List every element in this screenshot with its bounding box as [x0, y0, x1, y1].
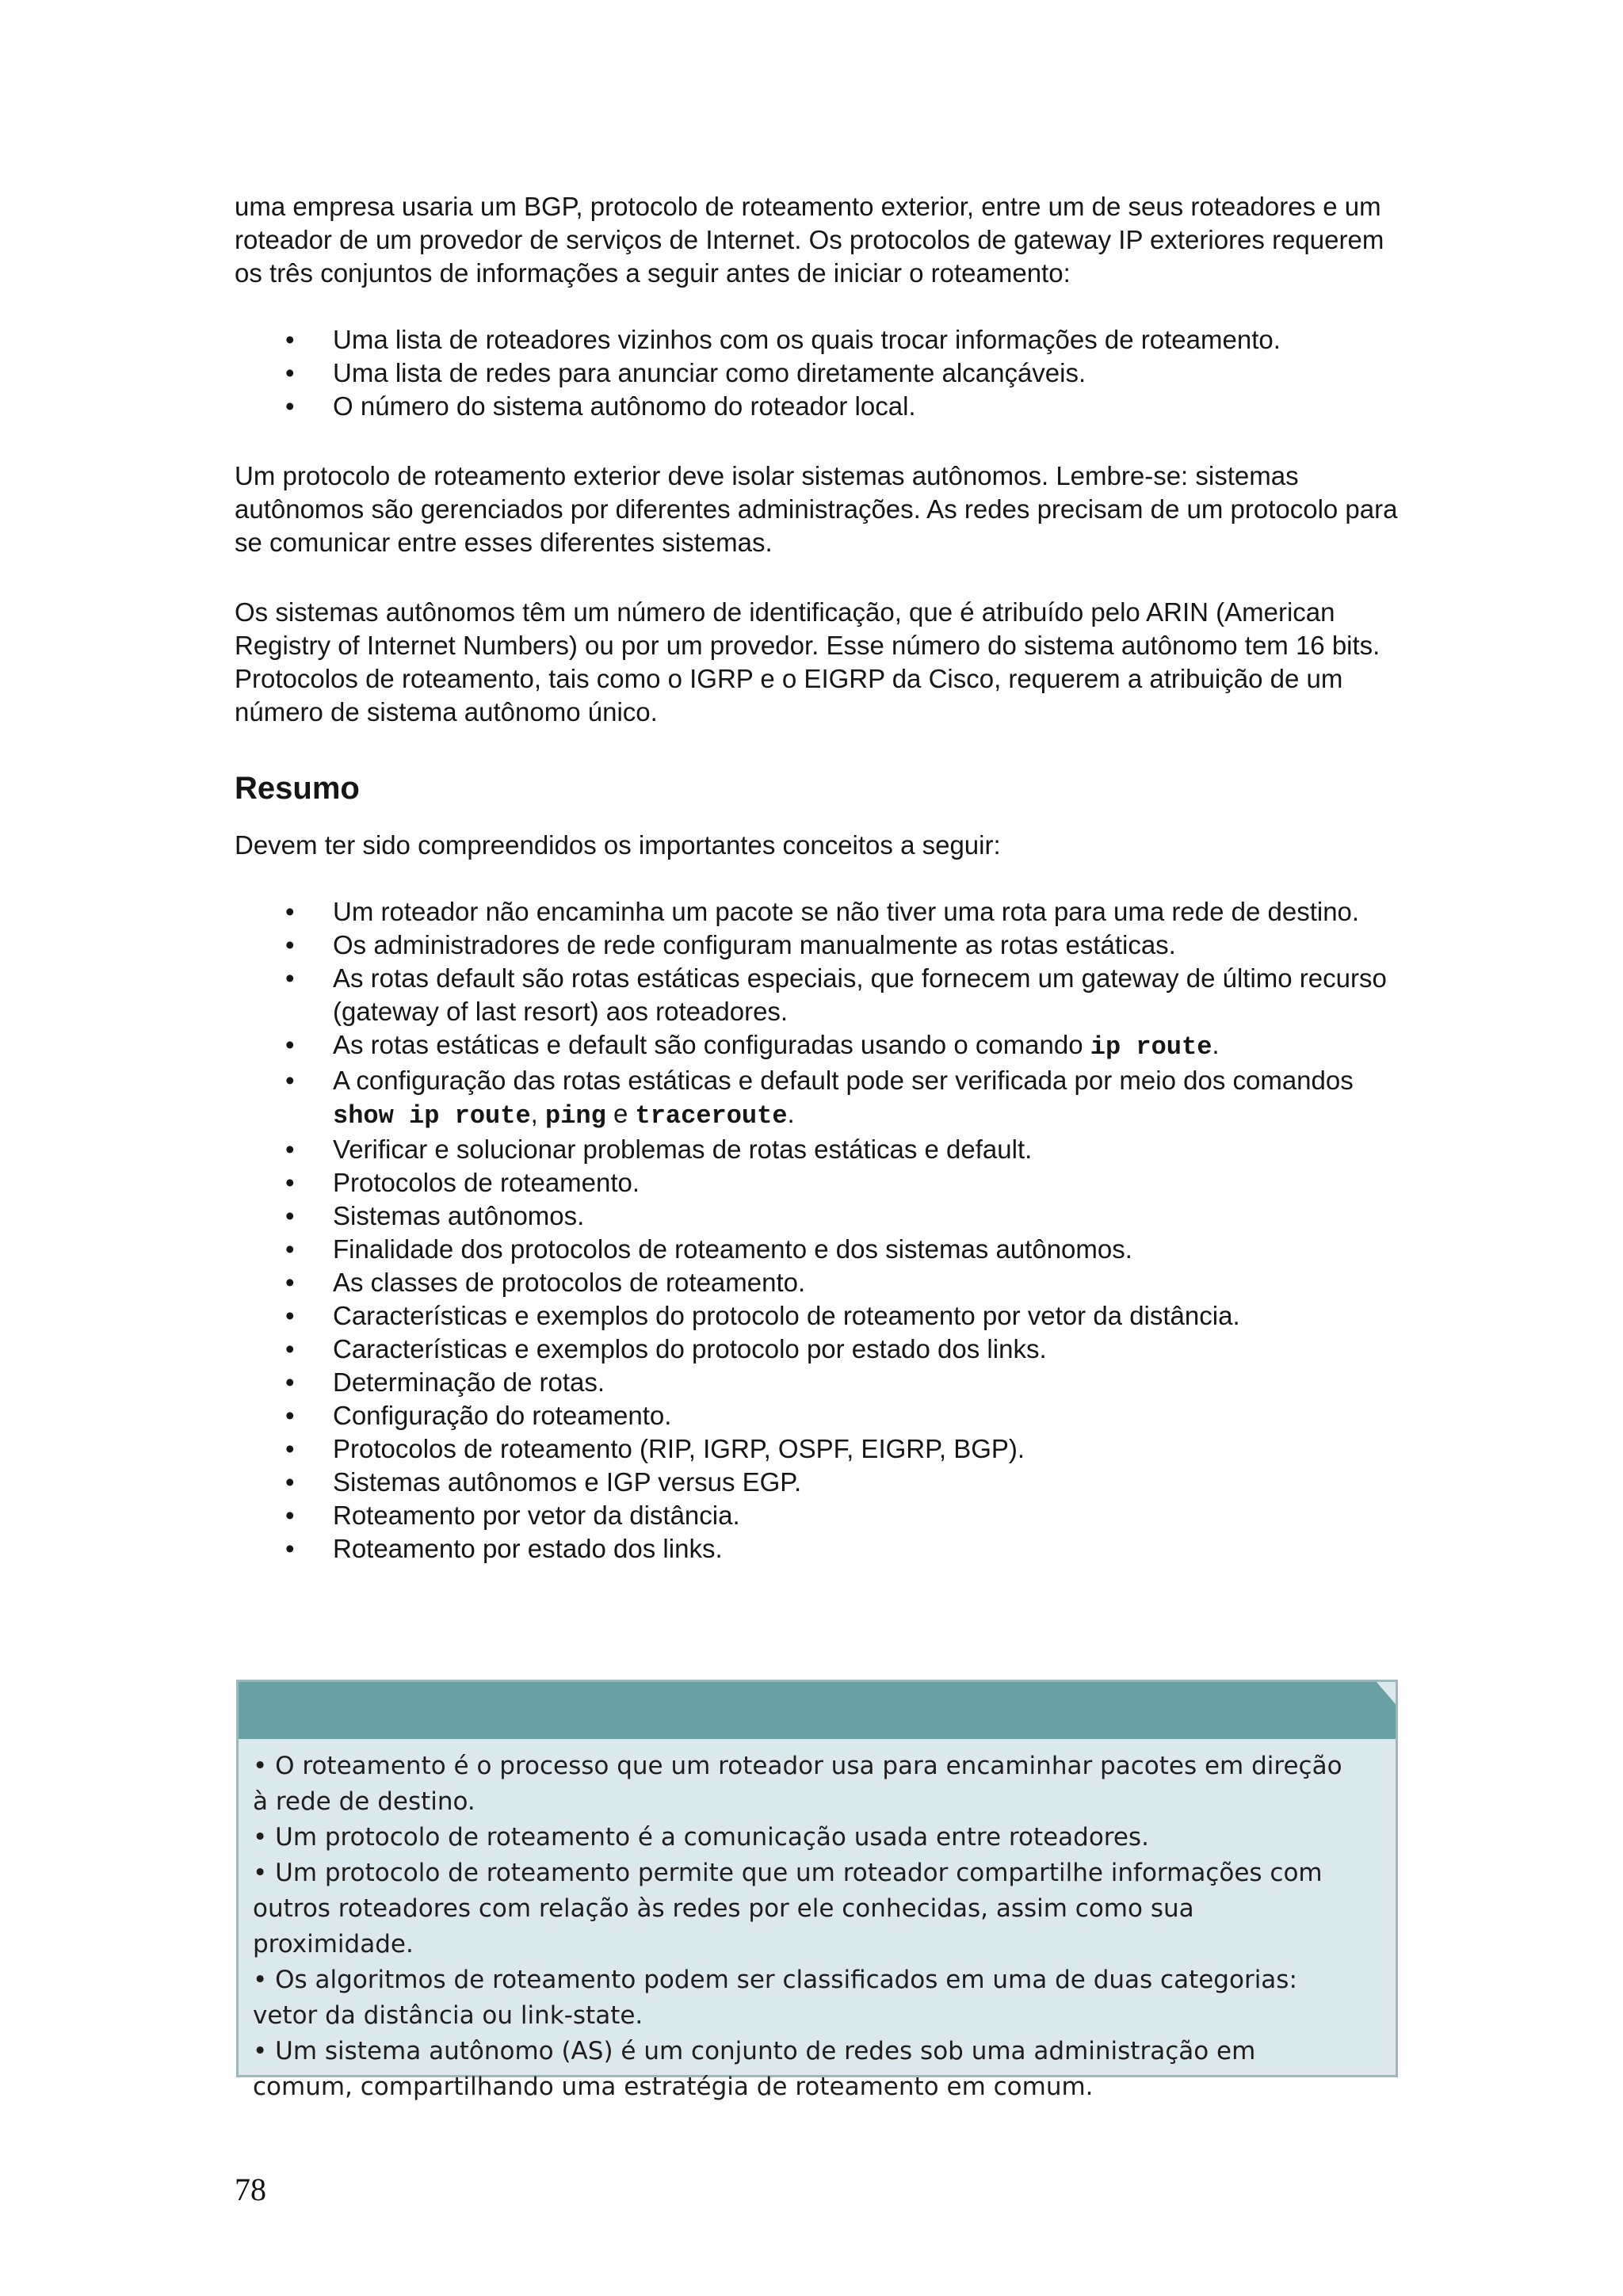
bullet: •	[285, 358, 295, 387]
list-item: • Características e exemplos do protocolo por estado dos links.	[235, 1333, 1400, 1366]
bullet: •	[285, 1301, 295, 1330]
summary-box-item: • Um protocolo de roteamento permite que um roteador compartilhe informações com outros roteadores com relação às redes por ele conhecidas, assim como sua proximidade.	[253, 1859, 1323, 1958]
bullet: •	[285, 1501, 295, 1530]
paragraph-autonomous-systems: Os sistemas autônomos têm um número de identificação, que é atribuído pelo ARIN (American Registry of Internet Numbers) ou por um provedor. Esse número do sistema autônomo tem 16 bits. Protocolos de roteamento, tais como o IGRP e o EIGRP da Cisco, requerem a atribuição de um número de sistema autônomo único.	[235, 597, 1381, 727]
list-item: • Um roteador não encaminha um pacote se não tiver uma rota para uma rede de destino.	[235, 895, 1400, 929]
bullet: •	[285, 1467, 295, 1497]
list-item: • As classes de protocolos de roteamento.	[235, 1266, 1400, 1299]
list-item: • O número do sistema autônomo do roteador local.	[235, 390, 1400, 423]
summary-list	[235, 895, 1400, 1566]
list-item: • Roteamento por vetor da distância.	[235, 1499, 1400, 1532]
summary-box-item: • O roteamento é o processo que um roteador usa para encaminhar pacotes em direção à rede de destino.	[253, 1752, 1342, 1816]
list-item: • Verificar e solucionar problemas de rotas estáticas e default.	[235, 1133, 1400, 1166]
list-item: • Os administradores de rede configuram manualmente as rotas estáticas.	[235, 929, 1400, 962]
bullet: •	[285, 1135, 295, 1164]
inline-code: show ip route	[333, 1101, 531, 1131]
summary-intro: Devem ter sido compreendidos os importantes conceitos a seguir:	[235, 830, 1001, 860]
list-item: • Sistemas autônomos e IGP versus EGP.	[235, 1466, 1400, 1499]
list-item: • Finalidade dos protocolos de roteamento e dos sistemas autônomos.	[235, 1233, 1400, 1266]
bullet: •	[285, 1168, 295, 1197]
list-item: • Sistemas autônomos.	[235, 1199, 1400, 1233]
bullet: •	[285, 391, 295, 421]
page-number: 78	[235, 2172, 266, 2207]
intro-paragraph: uma empresa usaria um BGP, protocolo de roteamento exterior, entre um de seus roteadores e um roteador de um provedor de serviços de Internet. Os protocolos de gateway IP exteriores requerem os três conjuntos de informações a seguir antes de iniciar o roteamento:	[235, 192, 1384, 288]
bullet: •	[285, 1367, 295, 1397]
bullet: •	[285, 897, 295, 926]
list-item: • Uma lista de redes para anunciar como diretamente alcançáveis.	[235, 357, 1400, 390]
list-item: • As rotas default são rotas estáticas especiais, que fornecem um gateway de último recurso (gateway of last resort) aos roteadores.	[285, 963, 1387, 1026]
summary-heading: Resumo	[235, 771, 360, 806]
summary-box-item: • Um sistema autônomo (AS) é um conjunto de redes sob uma administração em comum, compartilhando uma estratégia de roteamento em comum.	[253, 2037, 1256, 2101]
bullet: •	[285, 1268, 295, 1297]
list-item: • Uma lista de roteadores vizinhos com os quais trocar informações de roteamento.	[235, 323, 1400, 357]
bullet: •	[285, 1534, 295, 1563]
inline-code: ip route	[1090, 1032, 1212, 1062]
summary-box-item: • Um protocolo de roteamento é a comunicação usada entre roteadores.	[253, 1823, 1149, 1852]
list-item: • As rotas estáticas e default são configuradas usando o comando ip route.	[285, 1030, 1220, 1062]
bullet: •	[285, 325, 295, 354]
list-item: • Configuração do roteamento.	[235, 1399, 1400, 1432]
inline-code: ping	[544, 1101, 606, 1131]
list-item: • Protocolos de roteamento.	[235, 1166, 1400, 1199]
summary-box-item: • Os algoritmos de roteamento podem ser classificados em uma de duas categorias: vetor da distância ou link-state.	[253, 1966, 1297, 2030]
page-content	[235, 190, 1400, 1566]
bullet: •	[285, 1030, 295, 1059]
paragraph-exterior-protocol: Um protocolo de roteamento exterior deve isolar sistemas autônomos. Lembre-se: sistemas autônomos são gerenciados por diferentes administrações. As redes precisam de um protocolo para se comunicar entre esses diferentes sistemas.	[235, 461, 1398, 557]
list-item: • Roteamento por estado dos links.	[235, 1532, 1400, 1566]
summary-box-body	[239, 1739, 1396, 2105]
list-item: • A configuração das rotas estáticas e default pode ser verificada por meio dos comandos show ip route, ping e traceroute.	[285, 1066, 1354, 1131]
bullet: •	[285, 930, 295, 959]
bullet: •	[285, 1434, 295, 1463]
bullet: •	[285, 1201, 295, 1230]
bullet: •	[285, 1334, 295, 1363]
list-item: • Determinação de rotas.	[235, 1366, 1400, 1399]
bullet: •	[285, 1234, 295, 1264]
list-item: • Protocolos de roteamento (RIP, IGRP, OSPF, EIGRP, BGP).	[235, 1432, 1400, 1466]
bullet: •	[285, 963, 295, 993]
inline-code: traceroute	[635, 1101, 788, 1131]
summary-box	[236, 1680, 1398, 2101]
requirements-list	[235, 323, 1400, 423]
summary-box-header	[239, 1682, 1396, 1739]
bullet: •	[285, 1401, 295, 1430]
list-item: • Características e exemplos do protocolo de roteamento por vetor da distância.	[235, 1299, 1400, 1333]
bullet: •	[285, 1066, 295, 1095]
